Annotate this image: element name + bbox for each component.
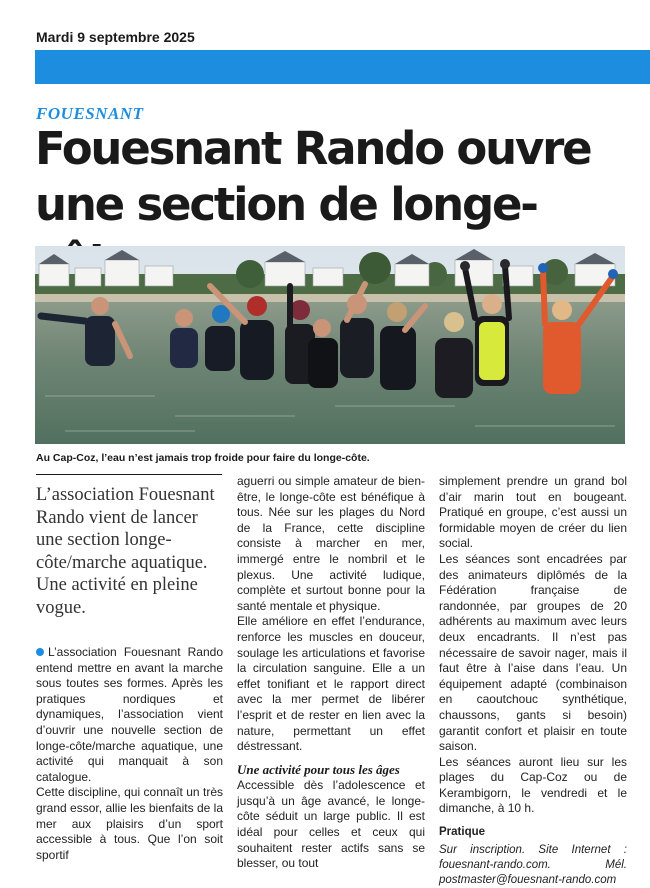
column-2-paragraph-1: aguerri ou simple amateur de bien-être, le longe-côte est bénéfique à tous. Née sur les plages du Nord de la France, cette discipline consiste à marcher en mer, immergé entre le nombril et le plexus. Une activité ludique, complète et surtout bonne pour la santé mentale et physique. <box>237 474 425 613</box>
publication-date: Mardi 9 septembre 2025 <box>36 29 195 45</box>
photo-illustration <box>35 246 625 444</box>
bullet-icon <box>36 648 44 656</box>
column-3-paragraph-3: Les séances auront lieu sur les plages du Cap-Coz ou de Kerambigorn, le vendredi et le dimanche, à 10 h. <box>439 754 627 816</box>
article-subhead: Une activité pour tous les âges <box>237 761 400 777</box>
column-3-paragraph-1: simplement prendre un grand bol d’air marin tout en bougeant. Pratiqué en groupe, c’est aussi un formidable moyen de créer du lien social. <box>439 474 627 551</box>
column-1-paragraph-2: Cette discipline, qui connaît un très grand essor, allie les bienfaits de la mer aux plaisirs d’un sport accessible à tous. Que l’on soit sportif <box>36 785 223 862</box>
column-2-paragraph-2: Elle améliore en effet l’endurance, renforce les muscles en douceur, soulage les articulations et favorise la circulation sanguine. Elle a un effet tonifiant et le rapport direct avec la mer permet de libérer l’esprit et de rester en lien avec la nature, permettant un effet déstressant. <box>237 614 425 754</box>
article-location: FOUESNANT <box>36 104 144 123</box>
article-headline: Fouesnant Rando ouvre une section de longe- <box>35 122 591 231</box>
lead-rule <box>36 474 222 475</box>
column-3-paragraph-2: Les séances sont encadrées par des animateurs diplômés de la Fédération française de randonnée, par groupes de 20 adhérents au maximum avec leurs deux encadrants. Il n’est pas nécessaire de savoir nager, mais il faut être à l’aise dans l’eau. Un équipement adapté (combinaison en caoutchouc synthétique, chaussons, gants si besoin) garantit confort et plaisir en toute saison. <box>439 551 627 754</box>
column-3 <box>439 474 627 888</box>
photo-caption: Au Cap-Coz, l’eau n’est jamais trop froide pour faire du longe-côte. <box>36 452 370 464</box>
column-1 <box>36 645 223 863</box>
column-2-paragraph-3: Accessible dès l’adolescence et jusqu’à un âge avancé, le longe-côte séduit un large public. Il est idéal pour celles et ceux qui souhaitent rester actifs sans se blesser, ou tout <box>237 778 425 871</box>
column-1-paragraph-1-text: L’association Fouesnant Rando entend mettre en avant la marche sous toutes ses formes. Après les pratiques nordiques et dynamiques, l’association vient d’ouvrir une nouvelle section de longe-côte/marche aquatique, une activité qui manquait à son catalogue. <box>36 645 223 784</box>
article-photo <box>35 246 625 444</box>
column-1-paragraph-1 <box>36 645 223 785</box>
pratique-text: Sur inscription. Site Internet : fouesnant-rando.com. Mél. postmaster@fouesnant-rando.com <box>439 843 627 886</box>
column-2 <box>237 474 425 872</box>
article-lead: L’association Fouesnant Rando vient de lancer une section longe-côte/marche aquatique. Une activité en pleine vogue. <box>36 485 215 618</box>
header-band <box>35 50 650 84</box>
pratique-title: Pratique <box>439 826 486 839</box>
